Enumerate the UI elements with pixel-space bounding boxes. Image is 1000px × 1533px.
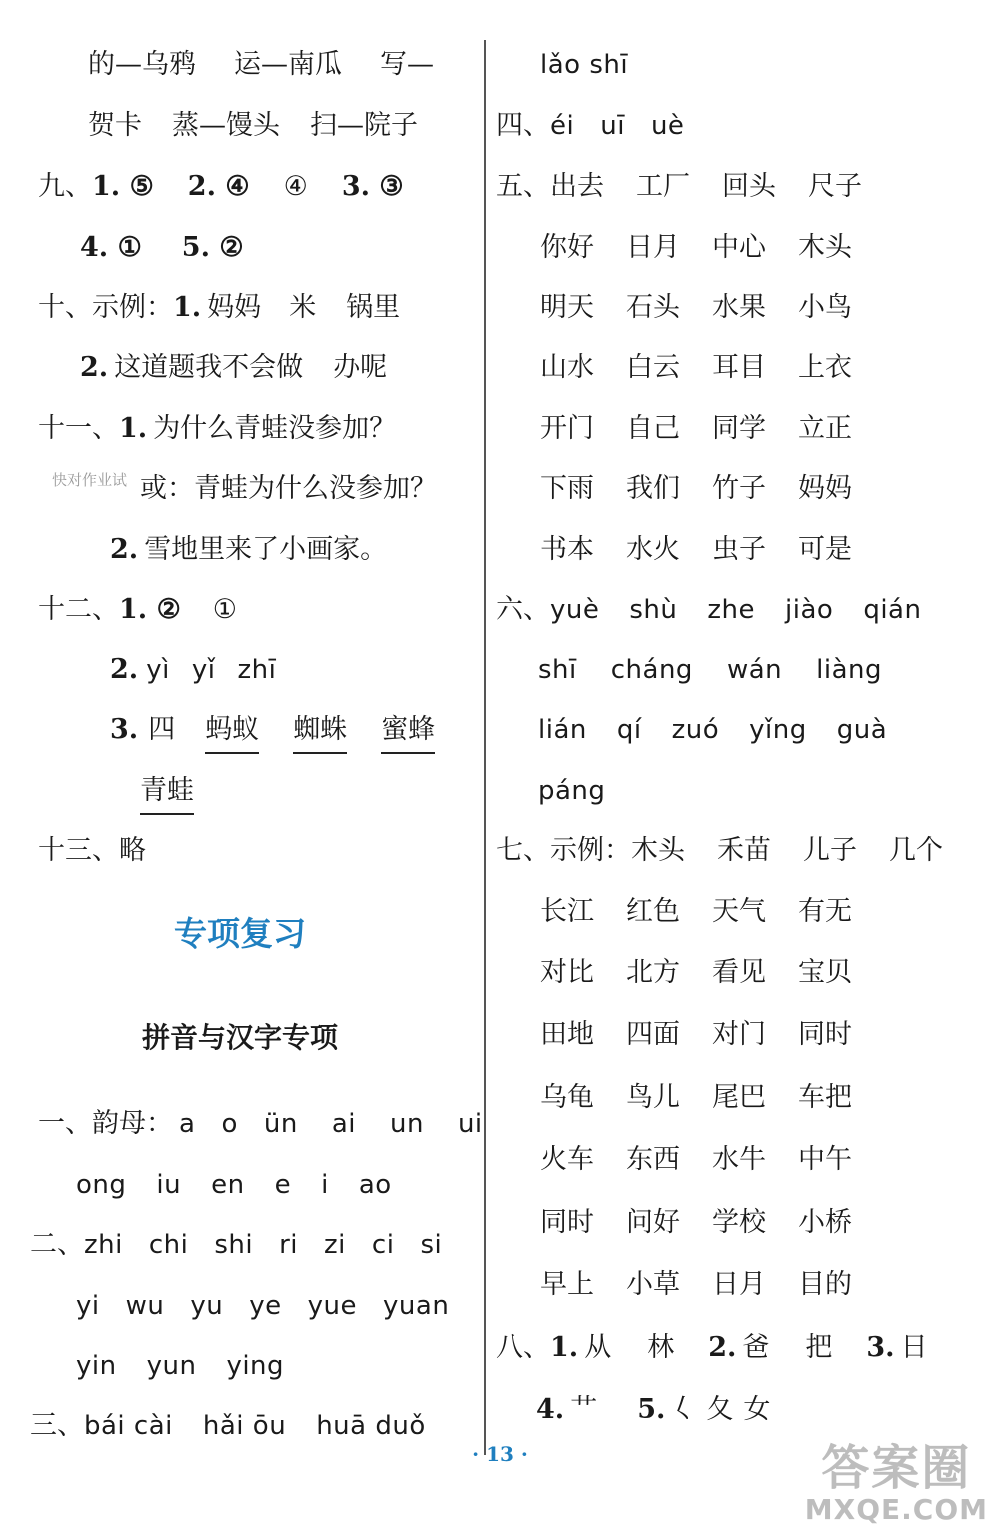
answer-line — [540, 45, 628, 85]
answer-text: 立正 — [798, 413, 852, 444]
answer-text: jiào — [785, 595, 834, 625]
answer-text: 九、 — [38, 171, 92, 202]
answer-text: 爸 — [742, 1332, 770, 1363]
answer-line — [540, 1265, 852, 1305]
answer-text: 4. ① — [80, 232, 142, 263]
answer-text: 木头 — [798, 232, 852, 263]
answer-text: 林 — [647, 1332, 675, 1363]
answer-text: zi — [324, 1230, 346, 1260]
answer-text: yun — [146, 1351, 197, 1381]
answer-text: 2. — [110, 534, 139, 565]
answer-text: 从 — [584, 1332, 612, 1363]
answer-text: 1. ⑤ — [92, 171, 154, 202]
answer-text: 蚂蚁 — [205, 710, 259, 754]
answer-text: 小草 — [626, 1269, 680, 1300]
answer-text: un — [389, 1109, 424, 1139]
answer-text: 一、韵母： — [38, 1108, 173, 1139]
answer-text: 鸟儿 — [626, 1082, 680, 1113]
answer-line — [536, 1390, 770, 1430]
answer-line — [88, 45, 434, 85]
answer-text: zhi — [84, 1230, 123, 1260]
answer-text: 青蛙 — [140, 771, 194, 815]
answer-text: shi — [214, 1230, 254, 1260]
answer-text: 写— — [380, 49, 434, 80]
answer-text: liàng — [816, 655, 883, 685]
answer-text: 工厂 — [636, 171, 690, 202]
answer-text: 我们 — [626, 473, 680, 504]
answer-text: 明天 — [540, 292, 594, 323]
answer-text: 2. — [708, 1332, 737, 1363]
answer-text: 或：青蛙为什么没参加？ — [140, 473, 437, 504]
answer-text: 4. — [536, 1394, 565, 1425]
answer-text: 办呢 — [333, 352, 388, 383]
answer-line — [540, 1203, 852, 1243]
answer-text: 问好 — [626, 1207, 680, 1238]
answer-text: 小鸟 — [798, 292, 852, 323]
answer-text: 尺子 — [808, 171, 862, 202]
answer-text: 𡿨 — [669, 1394, 697, 1425]
answer-text: 蜜蜂 — [381, 710, 435, 754]
answer-text: 1. — [550, 1332, 579, 1363]
answer-text: 自己 — [626, 413, 680, 444]
answer-line — [540, 228, 852, 268]
answer-text: 十、示例： — [38, 292, 173, 323]
answer-line — [76, 1286, 449, 1326]
answer-text: 石头 — [626, 292, 680, 323]
answer-text: 5. ② — [181, 232, 244, 263]
answer-text: 日月 — [712, 1269, 766, 1300]
answer-text: 四、 — [496, 110, 550, 141]
answer-text: 六、 — [496, 594, 550, 625]
answer-text: 中午 — [798, 1144, 852, 1175]
answer-text: 可是 — [798, 534, 852, 565]
answer-text: yǐ — [191, 655, 216, 685]
answer-text: 禾苗 — [717, 835, 771, 866]
answer-text: páng — [538, 776, 606, 806]
answer-text: wán — [726, 655, 783, 685]
answer-text: 水火 — [626, 534, 680, 565]
answer-line — [540, 1140, 852, 1180]
answer-text: ci — [371, 1230, 395, 1260]
answer-text: 艹 — [570, 1394, 598, 1425]
answer-line — [88, 106, 418, 146]
answer-text: 目的 — [798, 1269, 852, 1300]
answer-text: 2. — [80, 352, 109, 383]
answer-text: 同时 — [540, 1207, 594, 1238]
answer-text: bái cài — [84, 1411, 173, 1441]
answer-text: 你好 — [540, 232, 594, 263]
answer-text: 2. ④ — [187, 171, 250, 202]
answer-text: 上衣 — [798, 352, 852, 383]
answer-text: 蒸—馒头 — [172, 110, 280, 141]
answer-text: 红色 — [626, 896, 680, 927]
watermark — [805, 1441, 988, 1525]
answer-text: 竹子 — [712, 473, 766, 504]
answer-text: 对比 — [540, 957, 594, 988]
answer-text: iu — [156, 1170, 182, 1200]
answer-text: o — [221, 1109, 238, 1139]
answer-text: ai — [331, 1109, 356, 1139]
answer-line — [80, 228, 244, 268]
answer-text: lǎo shī — [540, 50, 629, 80]
answer-line — [110, 710, 435, 750]
answer-text: 十三、略 — [38, 835, 146, 866]
answer-line — [38, 590, 237, 630]
answer-text: zuó — [671, 715, 720, 745]
answer-text: 三、 — [30, 1410, 84, 1441]
answer-line — [540, 469, 852, 509]
answer-text: yuan — [383, 1291, 450, 1321]
answer-text: si — [420, 1230, 443, 1260]
answer-text: 早上 — [540, 1269, 594, 1300]
answer-text: 十一、 — [38, 413, 119, 444]
answer-text: lián — [538, 715, 587, 745]
answer-text: 米 — [289, 292, 317, 323]
answer-text: 3. — [866, 1332, 895, 1363]
answer-text: 运—南瓜 — [234, 49, 342, 80]
answer-text: ① — [212, 594, 238, 625]
answer-text: ong — [76, 1170, 127, 1200]
answer-text: 锅里 — [346, 292, 401, 323]
answer-line — [538, 710, 887, 750]
answer-text: 耳目 — [712, 352, 766, 383]
answer-line — [80, 348, 387, 388]
answer-text: yì — [146, 655, 170, 685]
answer-text: 十二、 — [38, 594, 119, 625]
answer-line — [38, 831, 146, 871]
answer-text: 山水 — [540, 352, 594, 383]
answer-text: 书本 — [540, 534, 594, 565]
answer-text: en — [211, 1170, 245, 1200]
answer-text: 尾巴 — [712, 1082, 766, 1113]
answer-text: ri — [279, 1230, 299, 1260]
answer-text: 的—乌鸦 — [88, 49, 196, 80]
answer-text: 为什么青蛙没参加？ — [153, 413, 397, 444]
answer-text: cháng — [610, 655, 693, 685]
answer-text: 贺卡 — [88, 110, 142, 141]
watermark-url: MXQE.COM — [804, 1493, 988, 1526]
answer-line — [140, 469, 437, 509]
answer-text: 四面 — [626, 1019, 680, 1050]
answer-line — [76, 1346, 284, 1386]
answer-text: 同时 — [798, 1019, 852, 1050]
answer-text: 天气 — [712, 896, 766, 927]
answer-text: 日 — [900, 1332, 928, 1363]
answer-text: yu — [190, 1291, 224, 1321]
answer-text: zhe — [707, 595, 756, 625]
answer-line — [76, 1165, 392, 1205]
answer-line — [38, 288, 400, 328]
answer-text: 水牛 — [712, 1144, 766, 1175]
answer-text: ④ — [283, 171, 308, 202]
answer-text: 四 — [148, 714, 176, 745]
answer-text: ui — [457, 1109, 483, 1139]
answer-text: 儿子 — [803, 835, 857, 866]
answer-text: ün — [263, 1109, 298, 1139]
answer-text: 1. ② — [119, 594, 181, 625]
answer-text: 下雨 — [540, 473, 594, 504]
answer-text: 宝贝 — [798, 957, 852, 988]
answer-text: 2. — [110, 654, 139, 685]
answer-line — [540, 348, 852, 388]
answer-text: 3. ③ — [341, 171, 404, 202]
answer-line — [540, 953, 852, 993]
answer-text: 1. — [173, 292, 202, 323]
answer-text: uī — [600, 111, 625, 141]
answer-text: 雪地里来了小画家。 — [144, 534, 388, 565]
answer-text: shī — [538, 655, 577, 685]
answer-text: ye — [249, 1291, 282, 1321]
answer-line — [540, 409, 852, 449]
answer-text: 火车 — [540, 1144, 594, 1175]
answer-text: 回头 — [722, 171, 776, 202]
answer-text: qí — [616, 715, 642, 745]
answer-text: yǐng — [749, 715, 807, 745]
answer-text: 车把 — [798, 1082, 852, 1113]
answer-text: 开门 — [540, 413, 594, 444]
answer-text: 小桥 — [798, 1207, 852, 1238]
answer-text: ying — [226, 1351, 285, 1381]
answer-line — [540, 1078, 852, 1118]
answer-text: 几个 — [889, 835, 943, 866]
answer-line — [30, 1225, 442, 1265]
answer-line — [540, 1015, 852, 1055]
answer-line — [540, 288, 852, 328]
answer-line — [538, 771, 605, 811]
answer-text: 夂 — [706, 1394, 734, 1425]
answer-text: e — [274, 1170, 292, 1200]
answer-text: guà — [836, 715, 888, 745]
answer-line — [496, 831, 943, 871]
answer-text: yue — [307, 1291, 358, 1321]
answer-text: a — [179, 1109, 196, 1139]
answer-text: 五、出去 — [496, 171, 604, 202]
answer-text: 水果 — [712, 292, 766, 323]
answer-line — [496, 167, 862, 207]
answer-text: 妈妈 — [798, 473, 852, 504]
answer-line — [538, 650, 882, 690]
answer-text: 女 — [743, 1394, 771, 1425]
answer-text: 虫子 — [712, 534, 766, 565]
answer-text: 1. — [119, 413, 148, 444]
answer-text: qián — [863, 595, 922, 625]
answer-text: 白云 — [626, 352, 680, 383]
answer-text: 蜘蛛 — [293, 710, 347, 754]
subsection-heading: 拼音与汉字专项 — [141, 1021, 338, 1054]
column-divider — [484, 40, 486, 1455]
answer-text: 东西 — [626, 1144, 680, 1175]
section-heading: 专项复习 — [174, 914, 306, 953]
answer-text: hǎi ōu — [202, 1411, 287, 1441]
answer-text: 扫—院子 — [310, 110, 418, 141]
answer-text: yin — [76, 1351, 117, 1381]
answer-text: 看见 — [712, 957, 766, 988]
answer-text: zhī — [237, 655, 277, 685]
answer-text: 日月 — [626, 232, 680, 263]
answer-text: 中心 — [712, 232, 766, 263]
answer-line — [140, 771, 194, 811]
answer-text: 二、 — [30, 1229, 84, 1260]
answer-text: 这道题我不会做 — [114, 352, 304, 383]
answer-text: uè — [650, 111, 685, 141]
answer-text: ao — [358, 1170, 392, 1200]
answer-text: 八、 — [496, 1332, 550, 1363]
stamp-text: 快对作业试 — [52, 471, 128, 489]
answer-text: 有无 — [798, 896, 852, 927]
answer-line — [496, 1328, 928, 1368]
answer-line — [110, 650, 276, 690]
answer-text: chi — [148, 1230, 189, 1260]
answer-line — [38, 1104, 483, 1144]
answer-text: 北方 — [626, 957, 680, 988]
answer-text: shù — [629, 595, 678, 625]
answer-text: wu — [125, 1291, 165, 1321]
answer-line — [38, 409, 396, 449]
page-number: · 13 · — [472, 1442, 528, 1466]
answer-text: yi — [76, 1291, 100, 1321]
answer-text: 田地 — [540, 1019, 594, 1050]
answer-line — [110, 530, 387, 570]
answer-text: 长江 — [540, 896, 594, 927]
answer-line — [30, 1406, 426, 1446]
answer-text: 对门 — [712, 1019, 766, 1050]
answer-text: éi — [550, 111, 575, 141]
answer-line — [540, 530, 852, 570]
answer-text: 同学 — [712, 413, 766, 444]
answer-text: 学校 — [712, 1207, 766, 1238]
answer-text: 5. — [637, 1394, 666, 1425]
answer-text: 妈妈 — [207, 292, 262, 323]
answer-text: 七、示例：木头 — [496, 835, 685, 866]
answer-text: i — [321, 1170, 329, 1200]
answer-text: 3. — [110, 714, 139, 745]
answer-text: 乌龟 — [540, 1082, 594, 1113]
answer-line — [496, 590, 921, 630]
answer-text: huā duǒ — [316, 1411, 426, 1441]
answer-line — [38, 167, 404, 207]
answer-text: 把 — [805, 1332, 833, 1363]
answer-line — [540, 892, 852, 932]
watermark-logo-text: 答案圈 — [821, 1440, 972, 1496]
answer-line — [496, 106, 684, 146]
answer-text: yuè — [550, 595, 600, 625]
